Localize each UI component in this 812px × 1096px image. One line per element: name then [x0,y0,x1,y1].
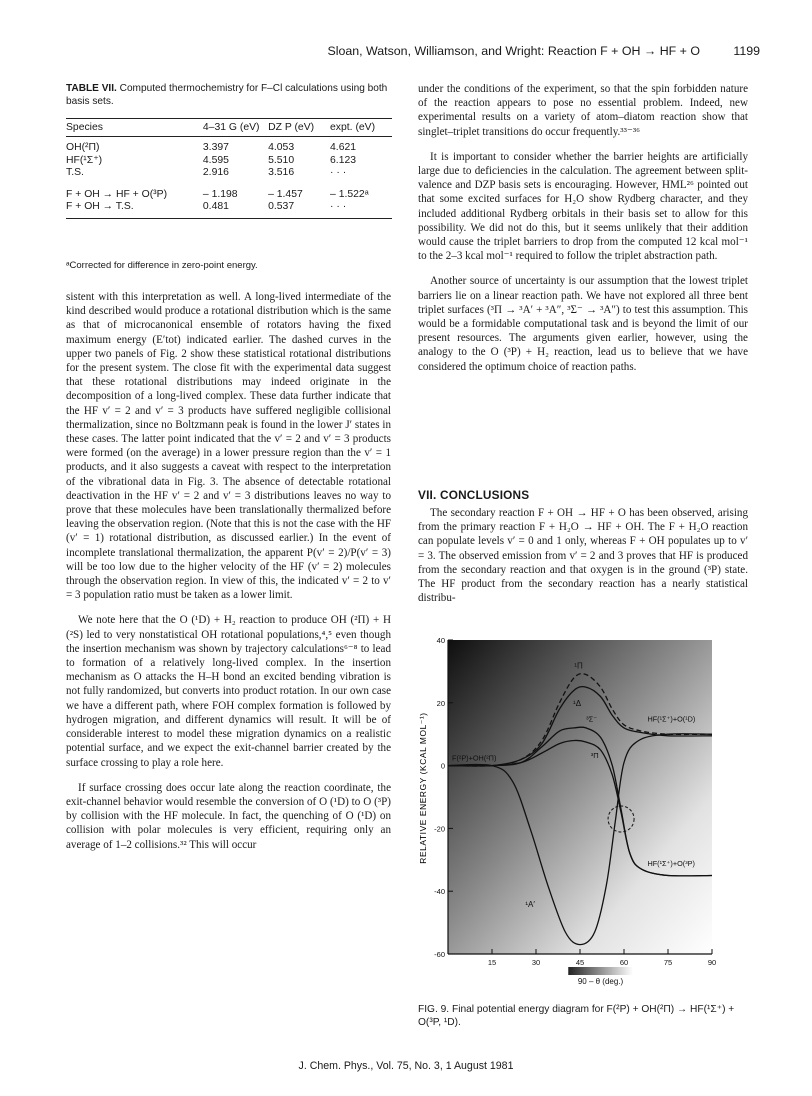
body-paragraph: sistent with this interpretation as well. A long-lived intermediate of the kind described would produce a rotational distribution which is the same as that of microcanonical ensemble of rotators having the fixed maximum energy (E′tot) indicated earlier. The dashed curves in the upper two panels of Fig. 2 show these statistical rotational distributions for the present system. The close fit with the experimental data suggest that these rotational distributions may indeed originate in the decomposition of a long-lived complex. These data further indicate that the HF v′ = 2 and v′ = 3 products have suffered negligible collisional thermalization, since no Boltzmann peak is found in the lower J′ states in these cases. The latter point indicated that the v′ = 2 and v′ = 3 products were formed (on the average) in a lower pressure region than the v′ = 1 products, and it also suggests a caveat with respect to the interpretation of the vibrational data in Fig. 3. The absence of detectable rotational deactivation in the HF v′ = 2 and v′ = 3 distributions leaves no way to prove that these molecules have been translationally thermalized before leaving the observation region. (Note that this is not the case with the HF (v′ = 1) rotational distribution, as discussed earlier.) In the event of incomplete translational thermalization, the apparent P(v′ = 2)/P(v′ = 3) will be too low due to the higher velocity of the HF (v′ = 2) molecules through the observation region. In view of this, the indicated v′ = 2 to v′ = 3 population ratio must be taken as a lower limit. [66,291,391,602]
y-tick-label: -40 [434,887,445,897]
y-tick-label: 0 [440,761,445,771]
left-column [66,290,391,852]
x-tick-label: 30 [531,958,541,967]
figure-caption: FIG. 9. Final potential energy diagram for F(²P) + OH(²Π) → HF(¹Σ⁺) + O(³P, ¹D). [418,1004,735,1028]
curve-label: HF(¹Σ⁺)+O(³P) [647,859,695,869]
y-tick-label: -60 [434,950,445,959]
table-cell: 4.053 [268,142,295,153]
x-tick-label: 15 [487,958,497,967]
x-tick-label: 90 [707,958,717,967]
curve-label: ¹A′ [525,899,535,909]
x-axis-label-bar [568,967,633,975]
table-cell: F + OH → T.S. [66,201,203,218]
table-row [66,180,392,202]
page-number: 1199 [733,44,760,58]
x-tick-label: 45 [575,958,585,967]
x-axis-label: 90 – θ (deg.) [577,977,624,986]
table-row [66,155,392,168]
journal-citation: J. Chem. Phys., Vol. 75, No. 3, 1 August 1981 [298,1060,514,1072]
table-header-cell: expt. (eV) [330,119,392,137]
table-cell: · · · [330,167,347,178]
running-title: Sloan, Watson, Williamson, and Wright: Reaction F + OH → HF + O [327,44,700,58]
table-header-cell: DZ P (eV) [268,119,330,137]
table-cell: – 1.198 [202,188,238,200]
table-cell: 3.397 [202,142,229,153]
table-row [66,137,392,155]
table-caption-label: TABLE VII. [66,83,117,94]
table-cell: 3.516 [268,167,295,178]
body-paragraph: The secondary reaction F + OH → HF + O has been observed, arising from the primary reaction F + H₂O → HF + OH. The F + H₂O reaction can populate levels v′ = 0 and 1 only, whereas F + OH populates up to v′ = 3. The observed emission from v′ = 2 and 3 proves that HF is produced from the secondary reaction and that oxygen is in the ground (³P) state. The HF product from the secondary reaction has a nearly statistical distribu- [418,507,748,605]
table-cell: · · · [330,201,392,218]
conclusions-text [418,506,748,605]
table-caption-text: Computed thermochemistry for F–Cl calculations using both basis sets. [66,83,388,107]
right-column [418,82,748,374]
table-header-cell: Species [66,119,203,137]
table-cell: – 1.457 [268,188,303,200]
table-cell: – 1.522ᵃ [330,188,369,200]
table-cell: 6.123 [330,154,357,166]
y-tick-label: 20 [436,698,445,708]
table-header-cell: 4–31 G (eV) [203,119,268,137]
body-paragraph: under the conditions of the experiment, so that the spin forbidden nature of the reaction appears to pose no essential problem. Indeed, new experimental results on a variety of atom–diatom reaction show that singlet–triplet transitions do occur frequently.³³⁻³⁶ [418,83,748,138]
x-tick-label: 75 [663,958,673,967]
body-paragraph: Another source of uncertainty is our assumption that the lowest triplet barriers lie on a linear reaction path. We have not explored all three bent triplet surfaces (³Π → ³A′ + ³A″, ³Σ⁻ → ³A″) to test this assumption. This would be a formidable computational task and is beyond the limit of our present resources. The arguments given earlier, however, using the analogy to the O (³P) + H₂ reaction, lead us to believe that we have considered the optimum choice of reaction paths. [418,275,748,373]
y-tick-label: -20 [434,824,445,834]
curve-label: ³Σ⁻ [586,714,598,724]
table-header-row [66,119,392,137]
curve-label: F(²P)+OH(²Π) [452,753,497,763]
body-paragraph: We note here that the O (¹D) + H₂ reaction to produce OH (²Π) + H (²S) led to very nonstatistical OH rotational populations,⁴,⁵ even though the insertion mechanism was shown by trajectory calculations⁶⁻⁸ to lead to formation of a relatively long-lived complex. In the insertion mechanism as O attacks the H–H bond an excited bending vibration is not fully randomized, but converts into product rotation. In our own case we have a different path, where FOH complex formation is followed by hydrogen migration, and different dynamics will result. It will be of considerable interest to model these migration dynamics on a realistic potential surface, and we expect the exit-channel barrier created by the surface crossing to play a role here. [66,614,391,769]
table-row [66,167,392,180]
table-row [66,201,392,218]
curve-label: HF(¹Σ⁺)+O(¹D) [647,714,696,724]
thermochemistry-table [66,118,392,219]
table-cell: OH(²Π) [66,142,100,153]
table-caption [66,82,390,108]
table-footnote: ᵃCorrected for difference in zero-point energy. [66,260,258,271]
x-tick-label: 60 [619,958,629,967]
table-cell: T.S. [66,167,84,178]
body-paragraph: If surface crossing does occur late along the reaction coordinate, the exit-channel behavior would resemble the conversion of O (¹D) to O (³P) by collision with the HF molecule. In fact, the quenching of O (¹D) on collision with polar molecules is very efficient, requiring only an average of 1–2 collisions.³² This will occur [66,781,391,851]
potential-energy-diagram [412,628,757,998]
table-cell: 0.481 [203,201,268,218]
table-cell: 4.595 [202,154,229,166]
body-paragraph: It is important to consider whether the barrier heights are artificially large due to deficiencies in the calculation. The agreement between split-valence and DZP basis sets is encouraging. However, HML²⁶ pointed out that some excited surfaces for H₂O show Rydberg character, and they included additional Rydberg orbitals in their basis set to allow for this possibility. We did not do this, but it seems unlikely that their addition would cause the triplet barriers to drop from the computed 12 kcal mol⁻¹ to the 2–3 kcal mol⁻¹ required to follow the triplet abstraction path. [418,150,748,263]
table-cell: 4.621 [330,142,357,153]
y-tick-label: 40 [436,636,445,645]
table-cell: HF(¹Σ⁺) [66,154,103,166]
curve-label: ¹Δ [573,698,582,708]
table-cell: F + OH → HF + O(³P) [66,188,168,200]
curve-label: ³Π [590,750,599,760]
table-cell: 0.537 [268,201,330,218]
y-axis-label: RELATIVE ENERGY (KCAL MOL⁻¹) [418,712,428,864]
curve-label: ¹Π [574,661,583,671]
table-cell: 5.510 [268,154,295,166]
table-cell: 2.916 [202,167,229,178]
section-heading: VII. CONCLUSIONS [418,488,530,502]
